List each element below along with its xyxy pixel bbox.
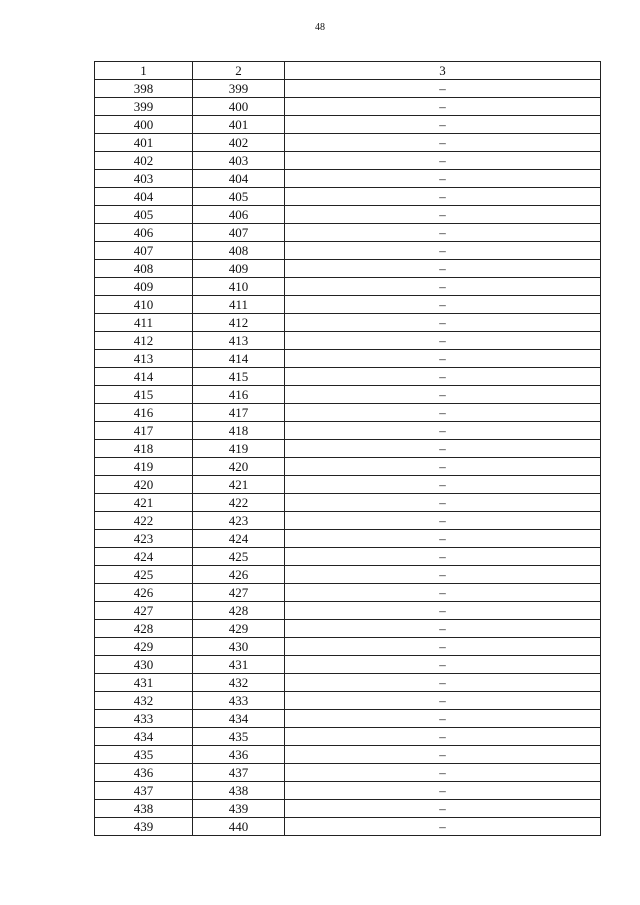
table-cell-col-1: 401 — [95, 134, 193, 152]
table-cell-col-2: 426 — [193, 566, 285, 584]
table-cell-col-2: 431 — [193, 656, 285, 674]
table-cell-col-2: 412 — [193, 314, 285, 332]
table-cell-col-1: 433 — [95, 710, 193, 728]
column-header-2: 2 — [193, 62, 285, 80]
table-cell-col-1: 423 — [95, 530, 193, 548]
table-cell-col-1: 434 — [95, 728, 193, 746]
table-cell-col-1: 407 — [95, 242, 193, 260]
table-cell-col-2: 404 — [193, 170, 285, 188]
table-cell-col-1: 402 — [95, 152, 193, 170]
table-cell-col-2: 428 — [193, 602, 285, 620]
table-cell-col-3: – — [285, 350, 601, 368]
table-cell-col-3: – — [285, 260, 601, 278]
table-row — [95, 80, 601, 98]
table-row — [95, 602, 601, 620]
table-row — [95, 530, 601, 548]
table-cell-col-2: 416 — [193, 386, 285, 404]
table-cell-col-3: – — [285, 512, 601, 530]
table-cell-col-2: 405 — [193, 188, 285, 206]
table-cell-col-3: – — [285, 746, 601, 764]
table-cell-col-1: 405 — [95, 206, 193, 224]
table-cell-col-3: – — [285, 80, 601, 98]
table-row — [95, 98, 601, 116]
table-row — [95, 422, 601, 440]
column-header-3: 3 — [285, 62, 601, 80]
table-cell-col-2: 421 — [193, 476, 285, 494]
table-cell-col-3: – — [285, 134, 601, 152]
table-cell-col-3: – — [285, 278, 601, 296]
table-cell-col-2: 415 — [193, 368, 285, 386]
table-cell-col-2: 418 — [193, 422, 285, 440]
table-cell-col-2: 435 — [193, 728, 285, 746]
table-cell-col-2: 417 — [193, 404, 285, 422]
table-cell-col-1: 435 — [95, 746, 193, 764]
table-cell-col-1: 411 — [95, 314, 193, 332]
table-cell-col-3: – — [285, 602, 601, 620]
table-row — [95, 188, 601, 206]
table-cell-col-2: 440 — [193, 818, 285, 836]
table-cell-col-3: – — [285, 620, 601, 638]
header-row — [95, 62, 601, 80]
table-cell-col-3: – — [285, 584, 601, 602]
table-cell-col-2: 432 — [193, 674, 285, 692]
table-cell-col-1: 421 — [95, 494, 193, 512]
table-cell-col-2: 430 — [193, 638, 285, 656]
table-cell-col-1: 438 — [95, 800, 193, 818]
table-cell-col-2: 423 — [193, 512, 285, 530]
table-cell-col-2: 422 — [193, 494, 285, 512]
table-cell-col-3: – — [285, 800, 601, 818]
table-cell-col-1: 417 — [95, 422, 193, 440]
table-cell-col-2: 414 — [193, 350, 285, 368]
table-cell-col-2: 401 — [193, 116, 285, 134]
table-cell-col-1: 410 — [95, 296, 193, 314]
table-cell-col-3: – — [285, 458, 601, 476]
table-cell-col-2: 406 — [193, 206, 285, 224]
table-cell-col-1: 414 — [95, 368, 193, 386]
table-row — [95, 674, 601, 692]
table-cell-col-3: – — [285, 674, 601, 692]
table-cell-col-3: – — [285, 494, 601, 512]
table-row — [95, 800, 601, 818]
table-cell-col-3: – — [285, 710, 601, 728]
table-cell-col-1: 400 — [95, 116, 193, 134]
table-row — [95, 548, 601, 566]
table-cell-col-1: 398 — [95, 80, 193, 98]
table-cell-col-2: 427 — [193, 584, 285, 602]
table-row — [95, 350, 601, 368]
table-cell-col-3: – — [285, 530, 601, 548]
table-cell-col-1: 416 — [95, 404, 193, 422]
table-cell-col-2: 400 — [193, 98, 285, 116]
table-cell-col-3: – — [285, 782, 601, 800]
table-row — [95, 620, 601, 638]
table-cell-col-3: – — [285, 314, 601, 332]
table-cell-col-3: – — [285, 98, 601, 116]
table-row — [95, 170, 601, 188]
table-cell-col-1: 409 — [95, 278, 193, 296]
table-row — [95, 782, 601, 800]
table-cell-col-3: – — [285, 476, 601, 494]
table-cell-col-3: – — [285, 242, 601, 260]
column-header-1: 1 — [95, 62, 193, 80]
table-row — [95, 404, 601, 422]
table-cell-col-2: 434 — [193, 710, 285, 728]
table-row — [95, 476, 601, 494]
table-cell-col-1: 426 — [95, 584, 193, 602]
table-row — [95, 242, 601, 260]
table-cell-col-3: – — [285, 422, 601, 440]
table-cell-col-1: 437 — [95, 782, 193, 800]
table-row — [95, 314, 601, 332]
table-cell-col-3: – — [285, 386, 601, 404]
table-cell-col-3: – — [285, 332, 601, 350]
table-cell-col-2: 419 — [193, 440, 285, 458]
table-row — [95, 368, 601, 386]
table-cell-col-3: – — [285, 368, 601, 386]
table-row — [95, 566, 601, 584]
table-row — [95, 494, 601, 512]
table-row — [95, 278, 601, 296]
table-row — [95, 656, 601, 674]
table-row — [95, 116, 601, 134]
table-row — [95, 584, 601, 602]
table-cell-col-3: – — [285, 638, 601, 656]
table-cell-col-2: 433 — [193, 692, 285, 710]
table-row — [95, 710, 601, 728]
table-row — [95, 728, 601, 746]
table-cell-col-1: 412 — [95, 332, 193, 350]
table-cell-col-2: 438 — [193, 782, 285, 800]
table-row — [95, 818, 601, 836]
table-cell-col-2: 399 — [193, 80, 285, 98]
table-body — [95, 80, 601, 836]
table-row — [95, 332, 601, 350]
table-row — [95, 260, 601, 278]
table-cell-col-2: 410 — [193, 278, 285, 296]
table-row — [95, 152, 601, 170]
table-cell-col-1: 429 — [95, 638, 193, 656]
table-cell-col-2: 439 — [193, 800, 285, 818]
table-cell-col-1: 420 — [95, 476, 193, 494]
table-row — [95, 386, 601, 404]
table-cell-col-3: – — [285, 566, 601, 584]
table-cell-col-1: 436 — [95, 764, 193, 782]
table-cell-col-1: 439 — [95, 818, 193, 836]
table-cell-col-1: 406 — [95, 224, 193, 242]
table-cell-col-2: 403 — [193, 152, 285, 170]
table-header — [95, 62, 601, 80]
table-cell-col-1: 422 — [95, 512, 193, 530]
table-cell-col-1: 428 — [95, 620, 193, 638]
table-cell-col-1: 430 — [95, 656, 193, 674]
table-cell-col-3: – — [285, 404, 601, 422]
table-cell-col-3: – — [285, 206, 601, 224]
table-row — [95, 224, 601, 242]
table-row — [95, 692, 601, 710]
table-row — [95, 638, 601, 656]
table-cell-col-3: – — [285, 656, 601, 674]
page-number: 48 — [315, 22, 325, 33]
table-cell-col-1: 404 — [95, 188, 193, 206]
table-row — [95, 764, 601, 782]
table-cell-col-1: 403 — [95, 170, 193, 188]
table-cell-col-2: 402 — [193, 134, 285, 152]
table-row — [95, 458, 601, 476]
table-cell-col-2: 411 — [193, 296, 285, 314]
table-row — [95, 134, 601, 152]
table-row — [95, 296, 601, 314]
table-cell-col-3: – — [285, 728, 601, 746]
table-row — [95, 746, 601, 764]
table-cell-col-1: 427 — [95, 602, 193, 620]
table-cell-col-1: 425 — [95, 566, 193, 584]
table-cell-col-2: 437 — [193, 764, 285, 782]
table-cell-col-2: 424 — [193, 530, 285, 548]
table-cell-col-3: – — [285, 818, 601, 836]
table-cell-col-3: – — [285, 296, 601, 314]
table-cell-col-3: – — [285, 440, 601, 458]
table-cell-col-3: – — [285, 548, 601, 566]
table-cell-col-1: 424 — [95, 548, 193, 566]
table-cell-col-1: 432 — [95, 692, 193, 710]
table-row — [95, 206, 601, 224]
table-cell-col-2: 429 — [193, 620, 285, 638]
table-cell-col-1: 399 — [95, 98, 193, 116]
table-cell-col-3: – — [285, 692, 601, 710]
table-cell-col-1: 415 — [95, 386, 193, 404]
table-cell-col-1: 408 — [95, 260, 193, 278]
table-cell-col-3: – — [285, 764, 601, 782]
table-cell-col-1: 413 — [95, 350, 193, 368]
table-cell-col-3: – — [285, 224, 601, 242]
table-cell-col-1: 419 — [95, 458, 193, 476]
table-cell-col-2: 408 — [193, 242, 285, 260]
table-cell-col-2: 413 — [193, 332, 285, 350]
table-cell-col-2: 436 — [193, 746, 285, 764]
table-cell-col-3: – — [285, 116, 601, 134]
data-table — [94, 61, 601, 836]
table-row — [95, 440, 601, 458]
table-row — [95, 512, 601, 530]
table-cell-col-1: 431 — [95, 674, 193, 692]
table-cell-col-3: – — [285, 188, 601, 206]
table-cell-col-2: 420 — [193, 458, 285, 476]
table-cell-col-3: – — [285, 152, 601, 170]
table-cell-col-2: 425 — [193, 548, 285, 566]
table-cell-col-2: 407 — [193, 224, 285, 242]
table-cell-col-3: – — [285, 170, 601, 188]
table-cell-col-2: 409 — [193, 260, 285, 278]
table-cell-col-1: 418 — [95, 440, 193, 458]
